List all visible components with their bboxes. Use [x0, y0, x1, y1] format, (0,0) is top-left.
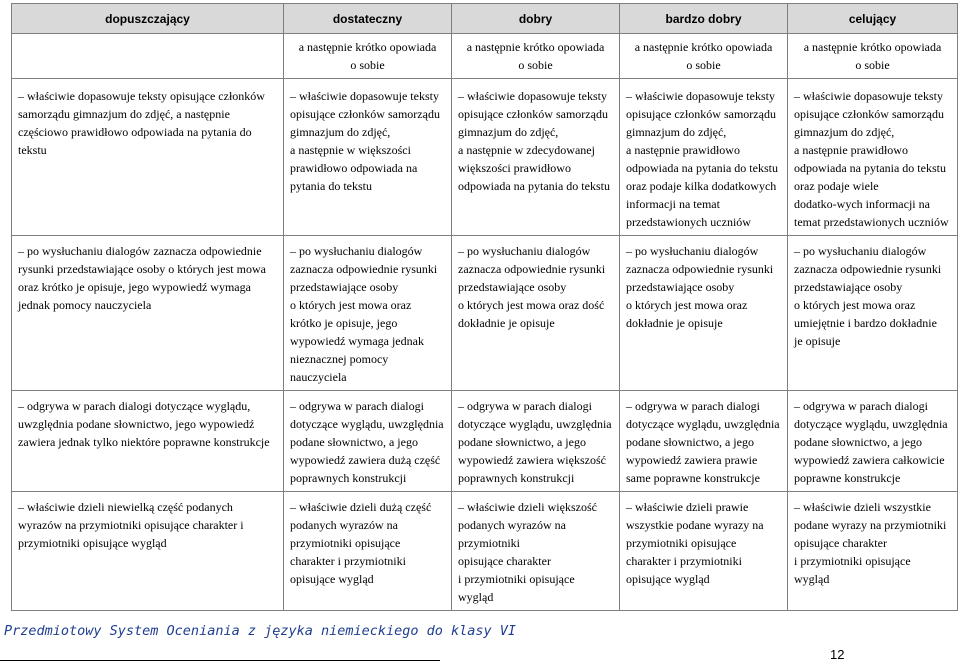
header-dobry: dobry [452, 4, 620, 34]
table-cell: a następnie krótko opowiada o sobie [788, 34, 958, 79]
table-row [12, 79, 958, 236]
table-cell: – właściwie dopasowuje teksty opisujące członków samorządu gimnazjum do zdjęć, a następnie częściowo prawidłowo odpowiada na pytania do tekstu [12, 79, 284, 236]
table-cell: – odgrywa w parach dialogi dotyczące wyglądu, uwzględnia podane słownictwo, a jego wypowiedź zawiera całkowicie poprawne konstrukcje [788, 391, 958, 492]
table-row [12, 492, 958, 611]
header-celujacy: celujący [788, 4, 958, 34]
table-cell: – właściwie dopasowuje teksty opisujące członków samorządu gimnazjum do zdjęć, a następnie w zdecydowanej większości prawidłowo odpowiada na pytania do tekstu [452, 79, 620, 236]
table-cell: – właściwie dzieli prawie wszystkie podane wyrazy na przymiotniki opisujące charakter i przymiotniki opisujące wygląd [620, 492, 788, 611]
footer-title: Przedmiotowy System Oceniania z języka niemieckiego do klasy VI [4, 623, 517, 639]
grading-table [11, 3, 958, 611]
footer-divider [0, 660, 440, 661]
header-bardzo-dobry: bardzo dobry [620, 4, 788, 34]
table-cell: a następnie krótko opowiada o sobie [284, 34, 452, 79]
table-cell: – odgrywa w parach dialogi dotyczące wyglądu, uwzględnia podane słownictwo, jego wypowiedź zawiera jednak tylko niektóre poprawne konstrukcje [12, 391, 284, 492]
table-cell: – po wysłuchaniu dialogów zaznacza odpowiednie rysunki przedstawiające osoby o których jest mowa oraz krótko je opisuje, jego wypowiedź wymaga jednak pomocy nauczyciela [12, 236, 284, 391]
table-cell: – po wysłuchaniu dialogów zaznacza odpowiednie rysunki przedstawiające osoby o których jest mowa oraz dokładnie je opisuje [620, 236, 788, 391]
table-header-row [12, 4, 958, 34]
table-cell: – po wysłuchaniu dialogów zaznacza odpowiednie rysunki przedstawiające osoby o których jest mowa oraz dość dokładnie je opisuje [452, 236, 620, 391]
table-cell: – po wysłuchaniu dialogów zaznacza odpowiednie rysunki przedstawiające osoby o których jest mowa oraz krótko je opisuje, jego wypowiedź wymaga jednak nieznacznej pomocy nauczyciela [284, 236, 452, 391]
table-row [12, 34, 958, 79]
table-cell: – właściwie dzieli niewielką część podanych wyrazów na przymiotniki opisujące charakter i przymiotniki opisujące wygląd [12, 492, 284, 611]
table-cell: – odgrywa w parach dialogi dotyczące wyglądu, uwzględnia podane słownictwo, a jego wypowiedź zawiera dużą część poprawnych konstrukcji [284, 391, 452, 492]
table-cell: – odgrywa w parach dialogi dotyczące wyglądu, uwzględnia podane słownictwo, a jego wypowiedź zawiera prawie same poprawne konstrukcje [620, 391, 788, 492]
table-cell: a następnie krótko opowiada o sobie [620, 34, 788, 79]
table-cell: – po wysłuchaniu dialogów zaznacza odpowiednie rysunki przedstawiające osoby o których jest mowa oraz umiejętnie i bardzo dokładnie je opisuje [788, 236, 958, 391]
header-dopuszczajacy: dopuszczający [12, 4, 284, 34]
table-cell: – właściwie dzieli wszystkie podane wyrazy na przymiotniki opisujące charakter i przymiotniki opisujące wygląd [788, 492, 958, 611]
table-cell: – właściwie dopasowuje teksty opisujące członków samorządu gimnazjum do zdjęć, a następnie prawidłowo odpowiada na pytania do tekstu oraz podaje kilka dodatkowych informacji na temat przedstawionych uczniów [620, 79, 788, 236]
page-number: 12 [830, 647, 845, 662]
table-cell: a następnie krótko opowiada o sobie [452, 34, 620, 79]
table-cell: – właściwie dopasowuje teksty opisujące członków samorządu gimnazjum do zdjęć, a następnie prawidłowo odpowiada na pytania do tekstu oraz podaje wiele dodatko-wych informacji na temat przedstawionych uczniów [788, 79, 958, 236]
table-cell: – właściwie dzieli dużą część podanych wyrazów na przymiotniki opisujące charakter i przymiotniki opisujące wygląd [284, 492, 452, 611]
table-cell: – właściwie dopasowuje teksty opisujące członków samorządu gimnazjum do zdjęć, a następnie w większości prawidłowo odpowiada na pytania do tekstu [284, 79, 452, 236]
table-row [12, 391, 958, 492]
header-dostateczny: dostateczny [284, 4, 452, 34]
table-cell: – odgrywa w parach dialogi dotyczące wyglądu, uwzględnia podane słownictwo, a jego wypowiedź zawiera większość poprawnych konstrukcji [452, 391, 620, 492]
table-row [12, 236, 958, 391]
table-cell [12, 34, 284, 79]
table-cell: – właściwie dzieli większość podanych wyrazów na przymiotniki opisujące charakter i przymiotniki opisujące wygląd [452, 492, 620, 611]
